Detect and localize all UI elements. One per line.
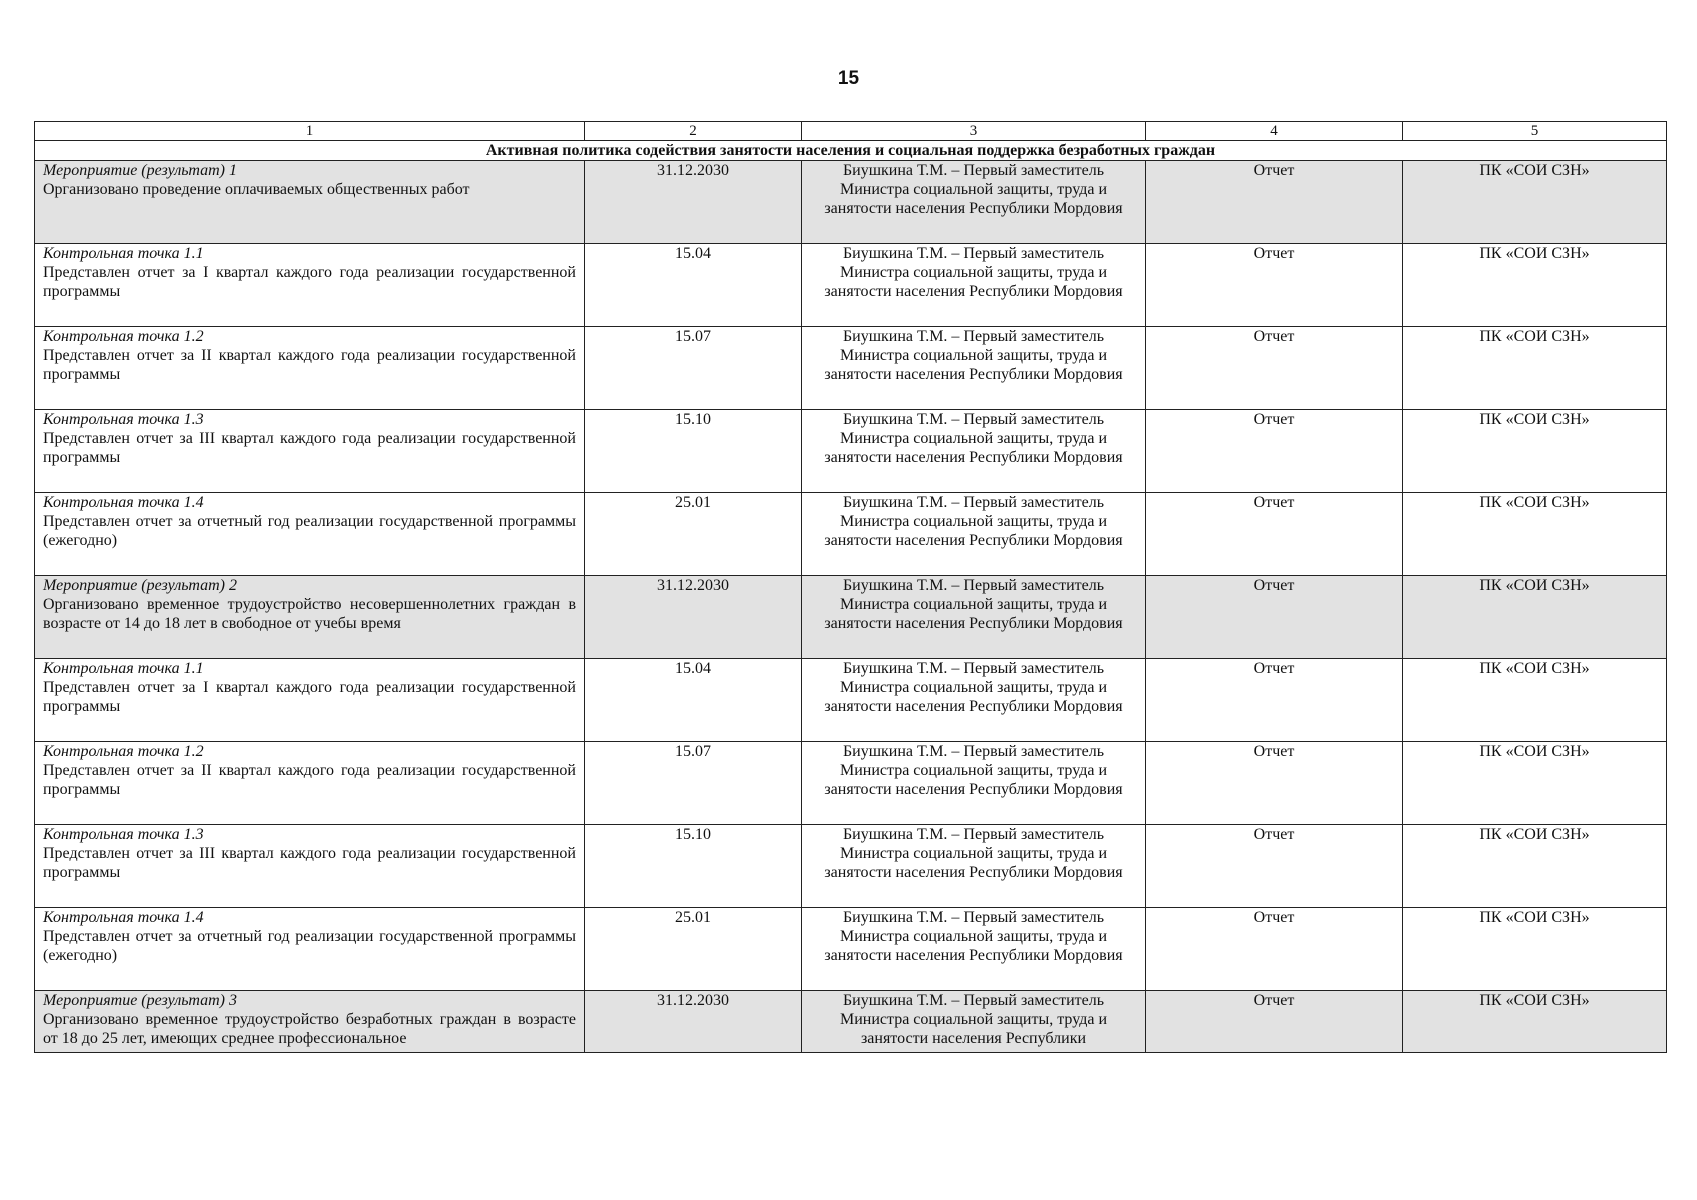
measure-kind: Контрольная точка 1.1	[43, 245, 204, 262]
measure-description: Представлен отчет за II квартал каждого года реализации государственной программы	[43, 762, 576, 798]
table-row	[35, 576, 1667, 659]
due-date-cell: 15.07	[585, 742, 802, 825]
table-row	[35, 244, 1667, 327]
section-header-row	[35, 141, 1667, 161]
document-type-cell: Отчет	[1146, 576, 1403, 659]
responsible-cell: Биушкина Т.М. – Первый заместитель Министра социальной защиты, труда и занятости населения Республики Мордовия	[802, 825, 1146, 908]
table-row	[35, 908, 1667, 991]
due-date-cell: 15.04	[585, 659, 802, 742]
page-number: 15	[837, 68, 860, 89]
responsible-cell: Биушкина Т.М. – Первый заместитель Министра социальной защиты, труда и занятости населения Республики Мордовия	[802, 742, 1146, 825]
measure-kind: Контрольная точка 1.4	[43, 494, 204, 511]
plan-table	[34, 121, 1667, 1053]
document-type-cell: Отчет	[1146, 244, 1403, 327]
measure-description: Представлен отчет за II квартал каждого года реализации государственной программы	[43, 347, 576, 383]
measure-kind: Мероприятие (результат) 2	[43, 577, 237, 594]
column-number: 1	[35, 122, 585, 141]
due-date-cell: 15.10	[585, 410, 802, 493]
measure-cell	[35, 991, 585, 1053]
info-system-cell: ПК «СОИ СЗН»	[1403, 908, 1667, 991]
responsible-cell: Биушкина Т.М. – Первый заместитель Министра социальной защиты, труда и занятости населения Республики Мордовия	[802, 659, 1146, 742]
measure-kind: Контрольная точка 1.4	[43, 909, 204, 926]
measure-cell	[35, 327, 585, 410]
document-type-cell: Отчет	[1146, 493, 1403, 576]
due-date-cell: 25.01	[585, 908, 802, 991]
responsible-cell: Биушкина Т.М. – Первый заместитель Министра социальной защиты, труда и занятости населения Республики Мордовия	[802, 244, 1146, 327]
measure-description: Представлен отчет за отчетный год реализации государственной программы (ежегодно)	[43, 513, 576, 549]
table-row	[35, 410, 1667, 493]
measure-description: Представлен отчет за отчетный год реализации государственной программы (ежегодно)	[43, 928, 576, 964]
measure-description: Организовано проведение оплачиваемых общественных работ	[43, 181, 470, 198]
table-row	[35, 991, 1667, 1053]
due-date-cell: 31.12.2030	[585, 576, 802, 659]
measure-cell	[35, 825, 585, 908]
info-system-cell: ПК «СОИ СЗН»	[1403, 161, 1667, 244]
measure-cell	[35, 244, 585, 327]
measure-kind: Контрольная точка 1.2	[43, 328, 204, 345]
measure-cell	[35, 161, 585, 244]
measure-cell	[35, 576, 585, 659]
measure-cell	[35, 659, 585, 742]
responsible-cell: Биушкина Т.М. – Первый заместитель Министра социальной защиты, труда и занятости населения Республики Мордовия	[802, 576, 1146, 659]
responsible-cell: Биушкина Т.М. – Первый заместитель Министра социальной защиты, труда и занятости населения Республики Мордовия	[802, 327, 1146, 410]
table-row	[35, 493, 1667, 576]
due-date-cell: 25.01	[585, 493, 802, 576]
table-row	[35, 659, 1667, 742]
table-row	[35, 161, 1667, 244]
measure-description: Организовано временное трудоустройство безработных граждан в возрасте от 18 до 25 лет, имеющих среднее профессиональное	[43, 1011, 576, 1047]
measure-kind: Мероприятие (результат) 3	[43, 992, 237, 1009]
responsible-cell: Биушкина Т.М. – Первый заместитель Министра социальной защиты, труда и занятости населения Республики Мордовия	[802, 908, 1146, 991]
due-date-cell: 15.04	[585, 244, 802, 327]
document-type-cell: Отчет	[1146, 161, 1403, 244]
responsible-cell: Биушкина Т.М. – Первый заместитель Министра социальной защиты, труда и занятости населения Республики Мордовия	[802, 410, 1146, 493]
document-type-cell: Отчет	[1146, 410, 1403, 493]
table-row	[35, 327, 1667, 410]
document-type-cell: Отчет	[1146, 991, 1403, 1053]
measure-kind: Мероприятие (результат) 1	[43, 162, 237, 179]
measure-cell	[35, 410, 585, 493]
measure-description: Представлен отчет за III квартал каждого года реализации государственной программы	[43, 845, 576, 881]
info-system-cell: ПК «СОИ СЗН»	[1403, 659, 1667, 742]
responsible-cell: Биушкина Т.М. – Первый заместитель Министра социальной защиты, труда и занятости населения Республики	[802, 991, 1146, 1053]
measure-description: Представлен отчет за I квартал каждого года реализации государственной программы	[43, 264, 576, 300]
table-row	[35, 742, 1667, 825]
measure-kind: Контрольная точка 1.3	[43, 826, 204, 843]
section-title: Активная политика содействия занятости населения и социальная поддержка безработных граждан	[35, 141, 1667, 161]
measure-kind: Контрольная точка 1.3	[43, 411, 204, 428]
column-number: 3	[802, 122, 1146, 141]
measure-description: Представлен отчет за III квартал каждого года реализации государственной программы	[43, 430, 576, 466]
due-date-cell: 15.07	[585, 327, 802, 410]
column-number-row	[35, 122, 1667, 141]
info-system-cell: ПК «СОИ СЗН»	[1403, 493, 1667, 576]
document-type-cell: Отчет	[1146, 825, 1403, 908]
due-date-cell: 31.12.2030	[585, 161, 802, 244]
measure-description: Представлен отчет за I квартал каждого года реализации государственной программы	[43, 679, 576, 715]
column-number: 5	[1403, 122, 1667, 141]
measure-description: Организовано временное трудоустройство несовершеннолетних граждан в возрасте от 14 до 18 лет в свободное от учебы время	[43, 596, 576, 632]
document-type-cell: Отчет	[1146, 908, 1403, 991]
info-system-cell: ПК «СОИ СЗН»	[1403, 825, 1667, 908]
document-type-cell: Отчет	[1146, 327, 1403, 410]
info-system-cell: ПК «СОИ СЗН»	[1403, 244, 1667, 327]
info-system-cell: ПК «СОИ СЗН»	[1403, 327, 1667, 410]
due-date-cell: 15.10	[585, 825, 802, 908]
responsible-cell: Биушкина Т.М. – Первый заместитель Министра социальной защиты, труда и занятости населения Республики Мордовия	[802, 493, 1146, 576]
document-type-cell: Отчет	[1146, 659, 1403, 742]
info-system-cell: ПК «СОИ СЗН»	[1403, 410, 1667, 493]
due-date-cell: 31.12.2030	[585, 991, 802, 1053]
column-number: 2	[585, 122, 802, 141]
info-system-cell: ПК «СОИ СЗН»	[1403, 576, 1667, 659]
info-system-cell: ПК «СОИ СЗН»	[1403, 742, 1667, 825]
measure-cell	[35, 493, 585, 576]
measure-kind: Контрольная точка 1.2	[43, 743, 204, 760]
info-system-cell: ПК «СОИ СЗН»	[1403, 991, 1667, 1053]
column-number: 4	[1146, 122, 1403, 141]
responsible-cell: Биушкина Т.М. – Первый заместитель Министра социальной защиты, труда и занятости населения Республики Мордовия	[802, 161, 1146, 244]
measure-cell	[35, 742, 585, 825]
document-type-cell: Отчет	[1146, 742, 1403, 825]
measure-kind: Контрольная точка 1.1	[43, 660, 204, 677]
measure-cell	[35, 908, 585, 991]
table-row	[35, 825, 1667, 908]
